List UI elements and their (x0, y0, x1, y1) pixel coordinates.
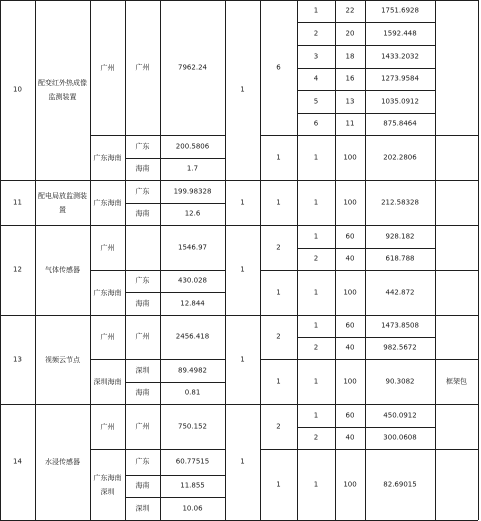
package-count: 6 (276, 63, 281, 71)
table-rule (160, 0, 161, 520)
table-rule (125, 0, 126, 520)
item-name: 配变红外热成像监测装置 (38, 79, 87, 101)
package-amount: 442.872 (385, 288, 415, 296)
package-amount: 90.3082 (385, 377, 415, 385)
package-number: 3 (313, 52, 319, 60)
row-number: 13 (13, 355, 22, 363)
percentage: 100 (343, 480, 357, 488)
table-rule (297, 90, 435, 91)
table-rule (478, 0, 479, 520)
table-rule (435, 0, 436, 520)
sub-region-amount: 7962.24 (178, 63, 207, 71)
package-amount: 1433.2032 (381, 52, 419, 60)
table-rule (0, 225, 478, 226)
table-rule (0, 404, 478, 405)
package-number: 6 (313, 119, 319, 128)
percentage: 60 (345, 232, 355, 240)
table-rule (297, 22, 435, 23)
table-rule (125, 292, 225, 293)
sub-region-amount: 200.5806 (175, 142, 210, 150)
region-label: 广东海南深圳 (93, 473, 122, 496)
region-label: 广州 (100, 63, 115, 72)
package-number: 1 (313, 411, 319, 419)
table-rule (125, 203, 225, 204)
sub-region-amount: 199.98328 (173, 187, 212, 195)
sub-region-amount: 0.81 (184, 388, 201, 397)
package-count: 1 (276, 480, 281, 488)
region-label: 广州 (100, 422, 115, 431)
package-number: 1 (313, 288, 319, 296)
package-count: 1 (276, 198, 281, 206)
table-rule (297, 45, 435, 46)
sub-region-amount: 60.77515 (175, 457, 210, 466)
package-number: 2 (313, 433, 319, 442)
sub-region-amount: 11.855 (180, 481, 205, 490)
package-amount: 618.788 (385, 254, 415, 263)
package-count: 2 (276, 243, 281, 251)
sub-region-name: 海南 (135, 164, 150, 173)
sub-region-name: 广东 (135, 142, 150, 150)
sub-region-amount: 750.152 (178, 422, 207, 430)
package-amount: 1035.0912 (381, 97, 419, 105)
percentage: 40 (345, 343, 355, 352)
remark: 框架包 (446, 377, 467, 385)
package-number: 1 (313, 6, 319, 15)
row-number: 10 (13, 85, 22, 94)
package-number: 1 (313, 377, 319, 385)
sub-region-name: 广东 (135, 187, 150, 195)
table-rule (260, 359, 478, 360)
region-label: 广州 (100, 333, 115, 341)
table-rule (297, 68, 435, 69)
item-name: 视频云节点 (45, 355, 80, 364)
package-number: 4 (313, 74, 319, 83)
region-label: 广州 (100, 243, 115, 252)
sub-region-amount: 2456.418 (175, 332, 210, 341)
percentage: 100 (343, 198, 357, 206)
table-rule (90, 0, 91, 520)
item-name: 水浸传感器 (45, 458, 80, 466)
table-rule (90, 449, 225, 450)
table-rule (125, 497, 225, 498)
package-amount: 875.8464 (383, 119, 417, 128)
table-rule (125, 475, 225, 476)
table-rule (35, 0, 36, 520)
package-amount: 202.2806 (383, 153, 417, 161)
sub-region-name: 广州 (135, 63, 150, 71)
quantity: 1 (240, 457, 245, 466)
percentage: 40 (345, 254, 355, 263)
package-number: 2 (313, 254, 319, 263)
region-label: 广东海南 (93, 153, 122, 162)
percentage: 20 (345, 29, 355, 37)
table-rule (297, 248, 435, 249)
sub-region-name: 海南 (135, 299, 150, 307)
table-rule (90, 135, 225, 136)
table-rule (365, 0, 366, 520)
percentage: 40 (345, 433, 355, 442)
table-rule (90, 359, 225, 360)
percentage: 60 (345, 321, 355, 330)
package-amount: 1473.8508 (381, 321, 419, 330)
item-name: 配电局放监测装置 (38, 191, 87, 214)
package-number: 2 (313, 29, 319, 37)
sub-region-name: 海南 (135, 388, 150, 397)
package-number: 2 (313, 343, 319, 352)
table-rule (297, 113, 435, 114)
table-rule (225, 0, 226, 520)
quantity: 1 (240, 265, 245, 274)
region-label: 深圳海南 (93, 377, 122, 386)
table-rule (260, 270, 478, 271)
sub-region-name: 广州 (135, 422, 150, 430)
percentage: 22 (345, 6, 355, 15)
package-number: 1 (313, 232, 319, 240)
sub-region-amount: 1.7 (186, 164, 199, 173)
percentage: 11 (345, 119, 355, 128)
sub-region-amount: 12.6 (184, 209, 201, 218)
package-count: 1 (276, 288, 281, 296)
region-label: 广东海南 (93, 288, 122, 297)
package-amount: 982.5672 (383, 343, 417, 352)
package-amount: 82.69015 (383, 480, 417, 488)
percentage: 16 (345, 74, 355, 83)
table-rule (297, 427, 435, 428)
table-rule (125, 382, 225, 383)
table-rule (335, 0, 336, 520)
package-number: 1 (313, 321, 319, 330)
percentage: 18 (345, 52, 355, 60)
package-number: 1 (313, 198, 319, 206)
package-count: 2 (276, 332, 281, 341)
sub-region-name: 广州 (135, 332, 150, 341)
sub-region-amount: 89.4982 (178, 366, 207, 374)
package-count: 1 (276, 377, 281, 385)
sub-region-amount: 10.06 (182, 504, 203, 512)
package-amount: 928.182 (385, 232, 415, 240)
table-rule (0, 0, 478, 1)
sub-region-name: 广东 (135, 276, 150, 285)
table-rule (0, 180, 478, 181)
table-rule (260, 449, 478, 450)
table-rule (260, 135, 478, 136)
table-rule (90, 270, 225, 271)
table-rule (125, 158, 225, 159)
sub-region-name: 广东 (135, 457, 150, 466)
sub-region-name: 深圳 (135, 504, 150, 512)
row-number: 11 (13, 198, 22, 206)
percentage: 60 (345, 411, 355, 419)
table-rule (0, 315, 478, 316)
package-amount: 1592.448 (383, 29, 417, 37)
row-number: 12 (13, 265, 22, 274)
table-rule (297, 337, 435, 338)
package-number: 1 (313, 480, 319, 488)
percentage: 13 (345, 97, 355, 105)
package-count: 2 (276, 422, 281, 430)
package-count: 1 (276, 153, 281, 161)
table-rule (297, 0, 298, 520)
package-amount: 212.58328 (381, 198, 419, 206)
sub-region-amount: 1546.97 (178, 243, 207, 251)
package-amount: 300.0608 (383, 433, 417, 442)
quantity: 1 (240, 85, 245, 94)
row-number: 14 (13, 457, 22, 466)
quantity: 1 (240, 355, 245, 363)
package-number: 5 (313, 97, 319, 105)
percentage: 100 (343, 288, 357, 296)
table-rule (260, 0, 261, 520)
sub-region-name: 海南 (135, 481, 150, 490)
sub-region-amount: 430.028 (178, 276, 207, 285)
percentage: 100 (343, 377, 357, 385)
percentage: 100 (343, 153, 357, 161)
quantity: 1 (240, 198, 245, 206)
sub-region-name: 海南 (135, 209, 150, 218)
sub-region-amount: 12.844 (180, 299, 205, 307)
package-amount: 1751.6928 (381, 6, 419, 15)
package-amount: 450.0912 (383, 411, 417, 419)
region-label: 广东海南 (93, 198, 122, 207)
sub-region-name: 深圳 (135, 366, 150, 374)
package-number: 1 (313, 153, 319, 161)
table-rule (0, 0, 1, 520)
item-name: 气体传感器 (45, 266, 80, 274)
package-amount: 1273.9584 (381, 74, 419, 83)
